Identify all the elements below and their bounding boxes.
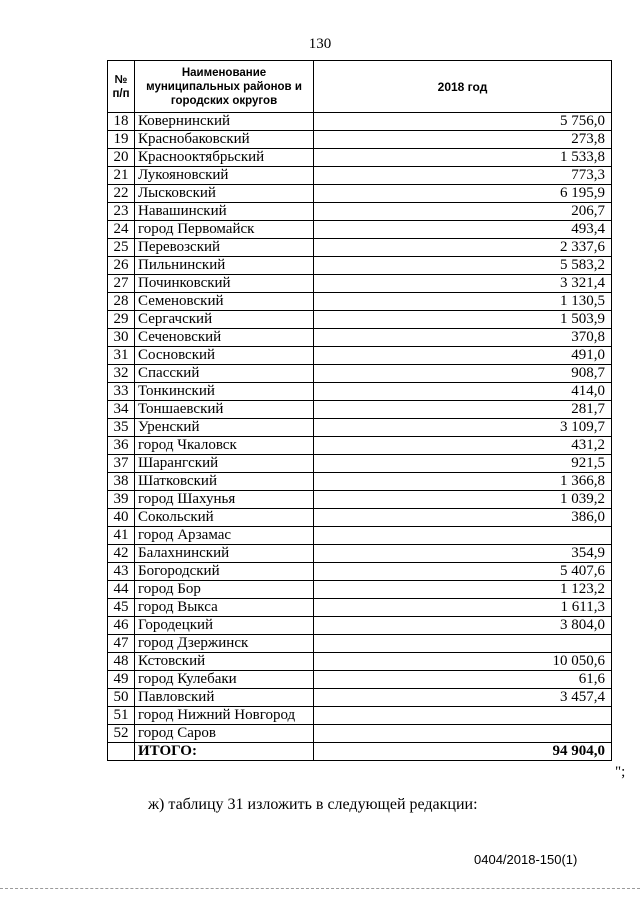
row-name: Павловский xyxy=(135,689,314,707)
table-row xyxy=(108,563,612,581)
row-number: 32 xyxy=(108,365,135,383)
row-value: 1 130,5 xyxy=(314,293,612,311)
row-value: 370,8 xyxy=(314,329,612,347)
row-value: 281,7 xyxy=(314,401,612,419)
instruction-text: ж) таблицу 31 изложить в следующей редакции: xyxy=(148,796,478,813)
row-value: 1 533,8 xyxy=(314,149,612,167)
table-row xyxy=(108,149,612,167)
row-value: 1 611,3 xyxy=(314,599,612,617)
table-row xyxy=(108,707,612,725)
row-value: 3 321,4 xyxy=(314,275,612,293)
row-name: Шатковский xyxy=(135,473,314,491)
row-value: 1 123,2 xyxy=(314,581,612,599)
distribution-table xyxy=(107,60,612,761)
row-number: 35 xyxy=(108,419,135,437)
row-number: 27 xyxy=(108,275,135,293)
row-value: 1 366,8 xyxy=(314,473,612,491)
row-name: Навашинский xyxy=(135,203,314,221)
table-body xyxy=(108,113,612,761)
row-number: 25 xyxy=(108,239,135,257)
row-number: 47 xyxy=(108,635,135,653)
row-value: 3 804,0 xyxy=(314,617,612,635)
table-row xyxy=(108,347,612,365)
table-row xyxy=(108,581,612,599)
row-name: Кстовский xyxy=(135,653,314,671)
row-value: 1 039,2 xyxy=(314,491,612,509)
table-row xyxy=(108,113,612,131)
row-number: 22 xyxy=(108,185,135,203)
row-name: Лукояновский xyxy=(135,167,314,185)
row-value: 908,7 xyxy=(314,365,612,383)
row-value: 5 407,6 xyxy=(314,563,612,581)
row-name: Починковский xyxy=(135,275,314,293)
row-value: 61,6 xyxy=(314,671,612,689)
total-value: 94 904,0 xyxy=(314,743,612,761)
row-number: 39 xyxy=(108,491,135,509)
table-row xyxy=(108,401,612,419)
row-name: Городецкий xyxy=(135,617,314,635)
table-row xyxy=(108,455,612,473)
table-row xyxy=(108,365,612,383)
row-number: 28 xyxy=(108,293,135,311)
row-name: Уренский xyxy=(135,419,314,437)
row-value: 493,4 xyxy=(314,221,612,239)
table-row xyxy=(108,725,612,743)
row-number: 49 xyxy=(108,671,135,689)
row-number: 36 xyxy=(108,437,135,455)
row-number: 30 xyxy=(108,329,135,347)
table-row xyxy=(108,311,612,329)
row-name: Сокольский xyxy=(135,509,314,527)
row-name: город Нижний Новгород xyxy=(135,707,314,725)
row-value xyxy=(314,725,612,743)
header-num: № п/п xyxy=(108,61,135,113)
row-name: Лысковский xyxy=(135,185,314,203)
row-value: 5 756,0 xyxy=(314,113,612,131)
row-value: 773,3 xyxy=(314,167,612,185)
table-row xyxy=(108,203,612,221)
table-row xyxy=(108,599,612,617)
table-row xyxy=(108,437,612,455)
document-code: 0404/2018-150(1) xyxy=(474,852,578,867)
page-cut-line xyxy=(0,888,640,889)
table-row xyxy=(108,473,612,491)
row-number: 42 xyxy=(108,545,135,563)
row-number: 29 xyxy=(108,311,135,329)
row-value: 5 583,2 xyxy=(314,257,612,275)
table-row xyxy=(108,635,612,653)
row-number: 18 xyxy=(108,113,135,131)
row-number: 43 xyxy=(108,563,135,581)
page-number: 130 xyxy=(308,36,332,52)
row-name: Семеновский xyxy=(135,293,314,311)
row-name: Краснооктябрьский xyxy=(135,149,314,167)
row-number: 45 xyxy=(108,599,135,617)
row-value: 206,7 xyxy=(314,203,612,221)
row-value: 2 337,6 xyxy=(314,239,612,257)
row-number: 33 xyxy=(108,383,135,401)
row-name: Сосновский xyxy=(135,347,314,365)
table-row xyxy=(108,257,612,275)
table-row xyxy=(108,617,612,635)
row-name: город Кулебаки xyxy=(135,671,314,689)
row-name: город Дзержинск xyxy=(135,635,314,653)
table-row xyxy=(108,689,612,707)
row-name: Пильнинский xyxy=(135,257,314,275)
row-number: 26 xyxy=(108,257,135,275)
header-year: 2018 год xyxy=(314,61,612,113)
row-name: Балахнинский xyxy=(135,545,314,563)
row-number: 40 xyxy=(108,509,135,527)
row-number: 31 xyxy=(108,347,135,365)
row-number: 41 xyxy=(108,527,135,545)
table-row xyxy=(108,491,612,509)
row-name: город Бор xyxy=(135,581,314,599)
row-number: 23 xyxy=(108,203,135,221)
total-label: ИТОГО: xyxy=(135,743,314,761)
row-name: Богородский xyxy=(135,563,314,581)
closing-quote-mark: "; xyxy=(615,764,626,780)
row-value: 3 109,7 xyxy=(314,419,612,437)
table-row xyxy=(108,527,612,545)
row-value: 1 503,9 xyxy=(314,311,612,329)
table-row xyxy=(108,293,612,311)
total-row-number xyxy=(108,743,135,761)
row-name: город Шахунья xyxy=(135,491,314,509)
row-name: город Саров xyxy=(135,725,314,743)
table-row xyxy=(108,221,612,239)
row-number: 24 xyxy=(108,221,135,239)
row-name: Тонкинский xyxy=(135,383,314,401)
table-header-row xyxy=(108,61,612,113)
row-name: Сергачский xyxy=(135,311,314,329)
row-value: 354,9 xyxy=(314,545,612,563)
row-name: Шарангский xyxy=(135,455,314,473)
row-value xyxy=(314,707,612,725)
table-row xyxy=(108,185,612,203)
row-value: 10 050,6 xyxy=(314,653,612,671)
table-row xyxy=(108,419,612,437)
row-number: 20 xyxy=(108,149,135,167)
row-value: 921,5 xyxy=(314,455,612,473)
table-row xyxy=(108,275,612,293)
row-value: 6 195,9 xyxy=(314,185,612,203)
table-row xyxy=(108,239,612,257)
row-name: город Первомайск xyxy=(135,221,314,239)
row-number: 37 xyxy=(108,455,135,473)
row-name: город Чкаловск xyxy=(135,437,314,455)
row-value xyxy=(314,635,612,653)
row-name: город Выкса xyxy=(135,599,314,617)
row-number: 50 xyxy=(108,689,135,707)
row-value: 3 457,4 xyxy=(314,689,612,707)
row-name: Спасский xyxy=(135,365,314,383)
row-value: 431,2 xyxy=(314,437,612,455)
row-value xyxy=(314,527,612,545)
table-row xyxy=(108,131,612,149)
row-number: 52 xyxy=(108,725,135,743)
row-number: 48 xyxy=(108,653,135,671)
row-value: 414,0 xyxy=(314,383,612,401)
table-row xyxy=(108,329,612,347)
row-number: 46 xyxy=(108,617,135,635)
table-row xyxy=(108,167,612,185)
row-name: город Арзамас xyxy=(135,527,314,545)
table-row xyxy=(108,545,612,563)
table-row xyxy=(108,653,612,671)
table-row xyxy=(108,509,612,527)
row-name: Сеченовский xyxy=(135,329,314,347)
row-value: 491,0 xyxy=(314,347,612,365)
row-name: Ковернинский xyxy=(135,113,314,131)
table-row xyxy=(108,383,612,401)
row-name: Перевозский xyxy=(135,239,314,257)
row-number: 38 xyxy=(108,473,135,491)
row-number: 19 xyxy=(108,131,135,149)
row-number: 34 xyxy=(108,401,135,419)
row-number: 44 xyxy=(108,581,135,599)
row-name: Краснобаковский xyxy=(135,131,314,149)
row-value: 386,0 xyxy=(314,509,612,527)
row-number: 21 xyxy=(108,167,135,185)
row-value: 273,8 xyxy=(314,131,612,149)
table-row xyxy=(108,671,612,689)
row-number: 51 xyxy=(108,707,135,725)
row-name: Тоншаевский xyxy=(135,401,314,419)
total-row xyxy=(108,743,612,761)
header-name: Наименование муниципальных районов и городских округов xyxy=(135,61,314,113)
